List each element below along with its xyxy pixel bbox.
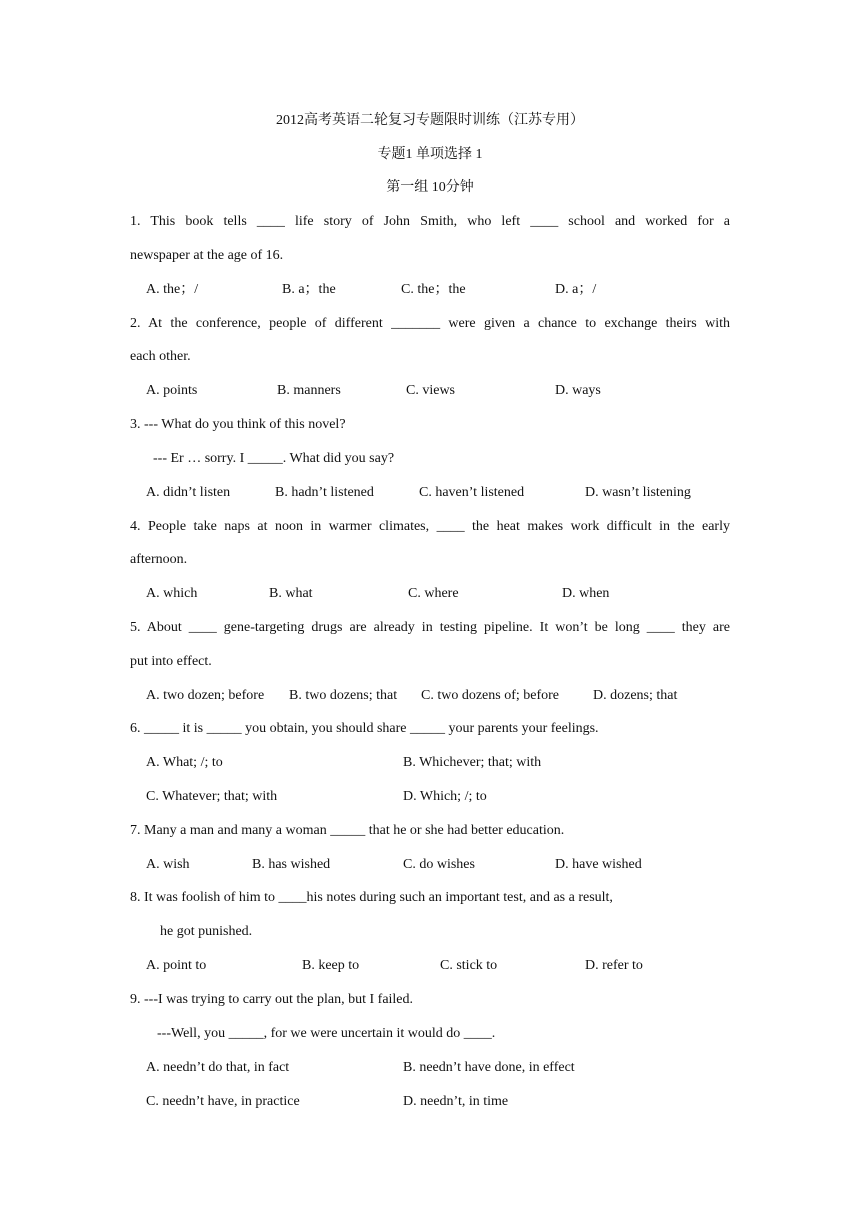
option-d[interactable]: D. Which; /; to: [403, 789, 487, 804]
option-c[interactable]: C. two dozens of; before: [421, 688, 560, 703]
question-stem: 8. It was foolish of him to ____his notes during such an important test, and as a result,: [130, 890, 613, 905]
option-b[interactable]: B. hadn’t listened: [275, 485, 374, 500]
question-stem: put into effect.: [130, 654, 212, 669]
question-stem: ---Well, you _____, for we were uncertain it would do ____.: [157, 1026, 496, 1041]
question-stem: 6. _____ it is _____ you obtain, you should share _____ your parents your feelings.: [130, 721, 599, 736]
question-stem: 1. This book tells ____ life story of John Smith, who left ____ school and worked for a: [130, 214, 730, 229]
question-stem: 3. --- What do you think of this novel?: [130, 417, 346, 432]
option-a[interactable]: A. the；/: [146, 282, 199, 297]
question-stem: 7. Many a man and many a woman _____ that he or she had better education.: [130, 823, 565, 838]
option-a[interactable]: A. points: [146, 383, 198, 398]
option-a[interactable]: A. needn’t do that, in fact: [146, 1060, 290, 1075]
option-d[interactable]: D. refer to: [585, 958, 643, 973]
option-b[interactable]: B. manners: [277, 383, 341, 398]
option-d[interactable]: D. ways: [555, 383, 601, 398]
question-stem: 9. ---I was trying to carry out the plan, but I failed.: [130, 992, 414, 1007]
question-stem: 5. About ____ gene-targeting drugs are already in testing pipeline. It won’t be long ____ they are: [130, 620, 730, 635]
option-b[interactable]: B. keep to: [302, 958, 360, 973]
group-label: 第一组 10分钟: [386, 180, 474, 195]
option-c[interactable]: C. Whatever; that; with: [146, 789, 278, 804]
question-stem: newspaper at the age of 16.: [130, 248, 284, 263]
question-stem: 2. At the conference, people of different _______ were given a chance to exchange theirs with: [130, 316, 730, 331]
option-b[interactable]: B. what: [269, 586, 313, 601]
page-subtitle: 专题1 单项选择 1: [377, 147, 483, 162]
question-stem: --- Er … sorry. I _____. What did you say?: [153, 451, 395, 466]
option-d[interactable]: D. needn’t, in time: [403, 1094, 509, 1109]
option-b[interactable]: B. Whichever; that; with: [403, 755, 542, 770]
option-b[interactable]: B. a；the: [282, 282, 336, 297]
option-d[interactable]: D. when: [562, 586, 610, 601]
question-stem: afternoon.: [130, 552, 188, 567]
option-b[interactable]: B. has wished: [252, 857, 331, 872]
question-stem: 4. People take naps at noon in warmer climates, ____ the heat makes work difficult in the early: [130, 519, 730, 534]
option-c[interactable]: C. the；the: [401, 282, 466, 297]
option-d[interactable]: D. a；/: [555, 282, 597, 297]
option-c[interactable]: C. where: [408, 586, 459, 601]
option-d[interactable]: D. have wished: [555, 857, 642, 872]
option-a[interactable]: A. wish: [146, 857, 190, 872]
question-stem: each other.: [130, 349, 191, 364]
option-a[interactable]: A. didn’t listen: [146, 485, 231, 500]
question-stem: he got punished.: [160, 924, 253, 939]
option-b[interactable]: B. needn’t have done, in effect: [403, 1060, 575, 1075]
option-a[interactable]: A. point to: [146, 958, 207, 973]
option-d[interactable]: D. wasn’t listening: [585, 485, 691, 500]
option-b[interactable]: B. two dozens; that: [289, 688, 398, 703]
option-a[interactable]: A. two dozen; before: [146, 688, 265, 703]
option-c[interactable]: C. views: [406, 383, 455, 398]
option-a[interactable]: A. What; /; to: [146, 755, 223, 770]
option-d[interactable]: D. dozens; that: [593, 688, 678, 703]
option-c[interactable]: C. haven’t listened: [419, 485, 525, 500]
option-a[interactable]: A. which: [146, 586, 198, 601]
option-c[interactable]: C. stick to: [440, 958, 498, 973]
option-c[interactable]: C. do wishes: [403, 857, 475, 872]
option-c[interactable]: C. needn’t have, in practice: [146, 1094, 300, 1109]
page-title: 2012高考英语二轮复习专题限时训练（江苏专用）: [276, 113, 584, 128]
